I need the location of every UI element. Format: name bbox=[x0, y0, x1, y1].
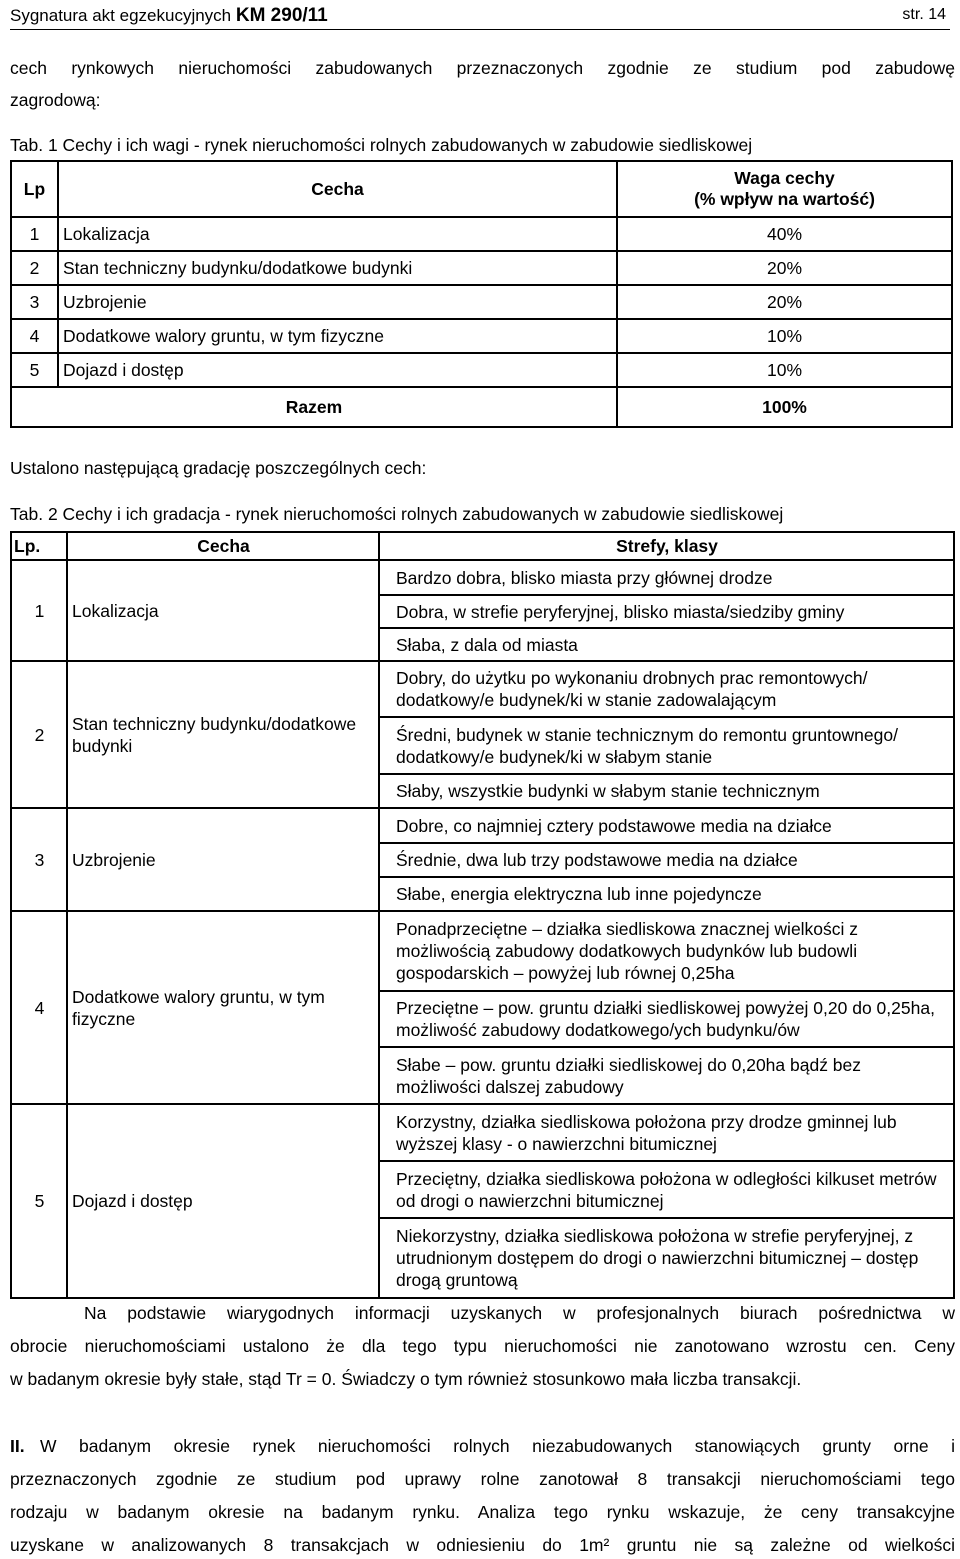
col-lp: Lp. bbox=[11, 532, 67, 560]
section-marker: II. bbox=[10, 1436, 25, 1456]
section-line-1: W badanym okresie rynek nieruchomości rolnych niezabudowanych stanowiących grunty orne i bbox=[40, 1436, 955, 1456]
intro-line-2: zagrodową: bbox=[10, 90, 101, 110]
col-feature: Cecha bbox=[58, 161, 617, 217]
conclusion-line-3: w badanym okresie były stałe, stąd Tr = 0. Świadczy o tym również stosunkowo mała liczba transakcji. bbox=[10, 1369, 802, 1389]
section-line-4: uzyskane w analizowanych 8 transakcjach w odniesieniu do 1m² gruntu nie są zależne od wielkości bbox=[10, 1535, 955, 1555]
table-row: Średnie, dwa lub trzy podstawowe media na działce bbox=[11, 843, 954, 877]
col-classes: Strefy, klasy bbox=[379, 532, 954, 560]
table-row: 2 Stan techniczny budynku/dodatkowe budynki 20% bbox=[11, 251, 952, 285]
case-number: KM 290/11 bbox=[235, 5, 328, 26]
total-label: Razem bbox=[11, 387, 617, 427]
weights-table bbox=[10, 160, 953, 428]
conclusion-line-2: obrocie nieruchomościami ustalono że dla tego typu nieruchomości nie zanotowano wzrostu cen. Ceny bbox=[10, 1336, 955, 1356]
gradation-table bbox=[10, 531, 955, 1299]
table-row: 4 Dodatkowe walory gruntu, w tym fizyczne Ponadprzeciętne – działka siedliskowa znacznej wielkości z możliwością zabudowy dodatkowych budynków lub budowli gospodarskich – powyżej lub równej 0,25ha bbox=[11, 911, 954, 991]
table-row: Słabe – pow. gruntu działki siedliskowej do 0,20ha bądź bez możliwości dalszej zabudowy bbox=[11, 1047, 954, 1104]
section-line-3: rodzaju w badanym okresie na badanym rynku. Analiza tego rynku wskazuje, że ceny transakcyjne bbox=[10, 1502, 955, 1522]
table-header-row bbox=[11, 161, 952, 217]
table-row: Przeciętny, działka siedliskowa położona w odległości kilkuset metrów od drogi o nawierzchni bitumicznej bbox=[11, 1161, 954, 1218]
table-row: 5 Dojazd i dostęp 10% bbox=[11, 353, 952, 387]
table-row: Słabe, energia elektryczna lub inne pojedyncze bbox=[11, 877, 954, 911]
table-row: Przeciętne – pow. gruntu działki siedliskowej powyżej 0,20 do 0,25ha, możliwość zabudowy dodatkowego/ych budynku/ów bbox=[11, 991, 954, 1047]
table-row: Słaby, wszystkie budynki w słabym stanie technicznym bbox=[11, 774, 954, 808]
table-row: Słaba, z dala od miasta bbox=[11, 628, 954, 661]
header-title: Sygnatura akt egzekucyjnych KM 290/11 bbox=[10, 5, 328, 26]
table-row: Dobra, w strefie peryferyjnej, blisko miasta/siedziby gminy bbox=[11, 595, 954, 628]
section-line-2: przeznaczonych zgodnie ze studium pod uprawy rolne zanotował 8 transakcji nieruchomościami tego bbox=[10, 1469, 955, 1489]
table-row: 3 Uzbrojenie Dobre, co najmniej cztery podstawowe media na działce bbox=[11, 808, 954, 843]
table-row: 5 Dojazd i dostęp Korzystny, działka siedliskowa położona przy drodze gminnej lub wyższej klasy - o nawierzchni bitumicznej bbox=[11, 1104, 954, 1161]
table-row: 1 Lokalizacja Bardzo dobra, blisko miasta przy głównej drodze bbox=[11, 560, 954, 595]
table-header-row bbox=[11, 532, 954, 560]
col-lp: Lp bbox=[11, 161, 58, 217]
table-total-row bbox=[11, 387, 952, 427]
intro-line-1: cech rynkowych nieruchomości zabudowanych przeznaczonych zgodnie ze studium pod zabudowę bbox=[10, 58, 955, 78]
conclusion-line-1: Na podstawie wiarygodnych informacji uzyskanych w profesjonalnych biurach pośrednictwa w bbox=[84, 1303, 955, 1323]
table1-caption: Tab. 1 Cechy i ich wagi - rynek nieruchomości rolnych zabudowanych w zabudowie siedliskowej bbox=[10, 135, 753, 155]
table-row: 4 Dodatkowe walory gruntu, w tym fizyczne 10% bbox=[11, 319, 952, 353]
col-feature: Cecha bbox=[67, 532, 379, 560]
gradation-intro: Ustalono następującą gradację poszczególnych cech: bbox=[10, 458, 427, 478]
col-weight: Waga cechy (% wpływ na wartość) bbox=[617, 161, 952, 217]
page-number: str. 14 bbox=[902, 6, 946, 23]
table-row: Średni, budynek w stanie technicznym do remontu gruntownego/ dodatkowy/e budynek/ki w słabym stanie bbox=[11, 717, 954, 774]
table2-caption: Tab. 2 Cechy i ich gradacja - rynek nieruchomości rolnych zabudowanych w zabudowie siedliskowej bbox=[10, 504, 784, 524]
table-row: Niekorzystny, działka siedliskowa położona w strefie peryferyjnej, z utrudnionym dostępem do drogi o nawierzchni bitumicznej – dostęp drogą gruntową bbox=[11, 1218, 954, 1298]
table-row: 1 Lokalizacja 40% bbox=[11, 217, 952, 251]
page-header bbox=[10, 3, 950, 30]
table-row: 3 Uzbrojenie 20% bbox=[11, 285, 952, 319]
total-value: 100% bbox=[617, 387, 952, 427]
table-row: 2 Stan techniczny budynku/dodatkowe budynki Dobry, do użytku po wykonaniu drobnych prac remontowych/ dodatkowy/e budynek/ki w stanie zadowalającym bbox=[11, 661, 954, 717]
